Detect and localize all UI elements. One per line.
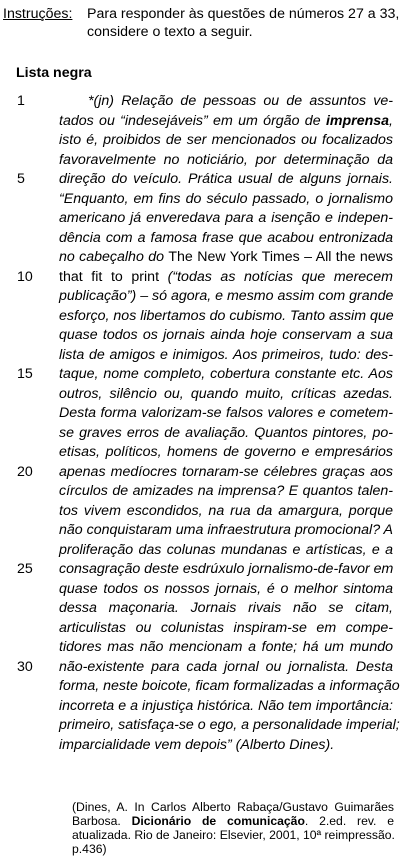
text-line: favoravelmente no noticiário, por determinação da — [59, 151, 393, 168]
text-line: isto é, proibidos de ser mencionados ou focalizados — [59, 132, 393, 148]
text-line: 20 apenas medíocres tornaram-se célebres graças aos — [0, 463, 403, 483]
text-line: quase todos os jornais ainda hoje conservam a sua — [59, 327, 393, 343]
line-number: 1 — [17, 93, 25, 109]
text-line: dência com a famosa frase que acabou entronizada — [59, 229, 393, 246]
text-line: lista de amigos e inimigos. Aos primeiros, tudo: des- — [59, 346, 393, 363]
text-line: 25 consagração deste esdrúxulo jornalismo-de-favor em — [0, 560, 403, 580]
line-number: 15 — [17, 366, 33, 382]
instructions-line-1: Para responder às questões de números 27 a 33, — [87, 6, 400, 22]
text-line: 15 taque, nome completo, cobertura constante etc. Aos — [0, 365, 403, 385]
text-line: 1 *(jn) Relação de pessoas ou de assuntos ve- — [0, 92, 403, 112]
text-body — [0, 92, 403, 755]
line-number: 5 — [17, 171, 25, 187]
text-line: esforço, nos libertamos do cubismo. Tanto assim que — [59, 307, 394, 324]
text-line: não conquistaram uma infraestrutura promocional? A — [59, 522, 393, 538]
text-line: círculos de amizades na imprensa? E quantos talen- — [59, 483, 393, 499]
text-line: quase todos os nossos jornais, é o melhor sintoma — [59, 580, 393, 597]
source-line-3: atualizada. Rio de Janeiro: Elsevier, 2001, 10ª reimpressão. — [72, 828, 395, 842]
text-line: americano já enveredava para a isenção e indepen- — [59, 210, 393, 226]
text-line: forma, neste boicote, ficam formalizadas a informação — [59, 678, 400, 694]
text-line: se graves erros de avaliação. Quantos pintores, po- — [59, 424, 393, 441]
text-line: 10 that fit to print (“todas as notícias que merecem — [0, 268, 403, 288]
instructions — [3, 5, 399, 41]
text-line: articulistas ou colunistas inspiram-se em compe- — [59, 619, 393, 636]
text-line: tados ou “indesejáveis” em um órgão de imprensa, — [59, 112, 393, 129]
line-number: 20 — [17, 463, 33, 480]
text-line: proliferação das colunas mundanas e artísticas, e a — [59, 541, 393, 558]
source-line-4: p.436) — [72, 842, 107, 856]
text-title: Lista negra — [16, 65, 92, 81]
text-line: no cabeçalho do The New York Times – All the news — [59, 249, 393, 265]
text-line: tidores mas não mencionam a fonte; há um mundo — [59, 639, 393, 655]
text-line: dessa maçonaria. Jornais rivais não se citam, — [59, 600, 393, 616]
text-line: 30 não-existente para cada jornal ou jornalista. Desta — [0, 658, 403, 678]
text-line: tos vivem escondidos, na rua da amargura, porque — [59, 502, 393, 519]
line-number: 10 — [17, 268, 33, 285]
text-line: etisas, políticos, homens de governo e empresários — [59, 444, 393, 460]
text-line: primeiro, satisfaça-se o ego, a personalidade imperial; — [59, 717, 400, 733]
instructions-label: Instruções: — [3, 6, 73, 22]
text-line: incorreta e a injustiça histórica. Não tem importância: — [59, 697, 393, 714]
source-line-1: (Dines, A. In Carlos Alberto Rabaça/Gustavo Guimarães — [72, 800, 394, 814]
instructions-line-2: considere o texto a seguir. — [87, 24, 253, 40]
source-line-2: Barbosa. Dicionário de comunicação. 2.ed. rev. e — [72, 814, 394, 828]
text-line: publicação”) – só agora, e mesmo assim com grande — [59, 288, 394, 304]
text-line: “Enquanto, em fins do século passado, o jornalismo — [59, 190, 393, 207]
text-line: imparcialidade vem depois” (Alberto Dines). — [59, 736, 335, 753]
text-line: outros, silêncio ou, quando muito, críticas azedas. — [59, 385, 393, 402]
line-number: 25 — [17, 561, 33, 577]
text-line: Desta forma valorizam-se falsos valores e cometem- — [59, 405, 393, 421]
source-citation — [72, 800, 394, 856]
line-number: 30 — [17, 658, 33, 675]
instructions-text — [87, 5, 399, 41]
text-line: 5 direção do veículo. Prática usual de alguns jornais. — [0, 170, 403, 190]
